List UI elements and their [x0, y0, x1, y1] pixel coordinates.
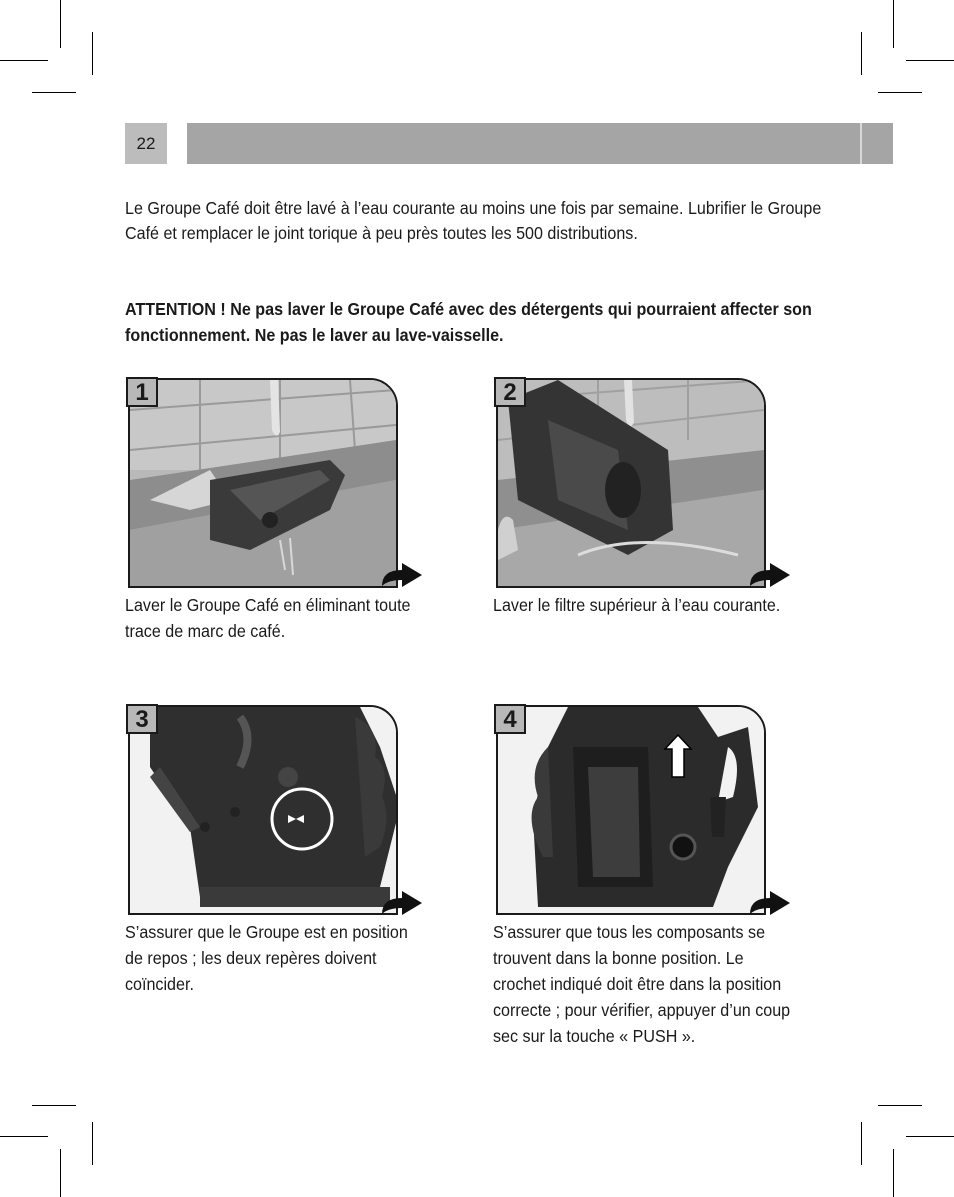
- crop-mark: [92, 1122, 93, 1165]
- crop-mark: [32, 92, 76, 93]
- intro-paragraph: Le Groupe Café doit être lavé à l’eau courante au moins une fois par semaine. Lubrifier le Groupe Café et remplacer le joint torique à peu près toutes les 500 distributions.: [125, 198, 822, 243]
- warning-paragraph: ATTENTION ! Ne pas laver le Groupe Café avec des détergents qui pourraient affecter son fonctionnement. Ne pas le laver au lave-vaisselle.: [125, 299, 812, 345]
- step-3-caption: S’assurer que le Groupe est en position de repos ; les deux repères doivent coïncider.: [125, 922, 408, 994]
- crop-mark: [0, 60, 48, 61]
- step-1-photo: [128, 378, 398, 588]
- crop-mark: [32, 1105, 76, 1106]
- step-4-photo: [496, 705, 766, 915]
- step-2-caption: Laver le filtre supérieur à l’eau courante.: [493, 595, 781, 615]
- step-number-badge: 1: [126, 377, 158, 407]
- step-3-photo: [128, 705, 398, 915]
- crop-mark: [92, 32, 93, 75]
- crop-mark: [906, 60, 954, 61]
- crop-mark: [861, 32, 862, 75]
- step-number-badge: 2: [494, 377, 526, 407]
- crop-mark: [861, 1122, 862, 1165]
- crop-mark: [0, 1136, 48, 1137]
- crop-mark: [60, 1149, 61, 1197]
- crop-mark: [60, 0, 61, 48]
- step-number-badge: 3: [126, 704, 158, 734]
- header-bar-divider: [860, 123, 862, 164]
- header-bar: [187, 123, 893, 164]
- crop-mark: [893, 0, 894, 48]
- next-arrow-icon: [380, 562, 424, 588]
- next-arrow-icon: [748, 562, 792, 588]
- crop-mark: [878, 1105, 922, 1106]
- next-arrow-icon: [748, 890, 792, 916]
- crop-mark: [893, 1149, 894, 1197]
- crop-mark: [878, 92, 922, 93]
- step-2-photo: [496, 378, 766, 588]
- step-1-caption: Laver le Groupe Café en éliminant toute trace de marc de café.: [125, 595, 411, 641]
- step-number-badge: 4: [494, 704, 526, 734]
- next-arrow-icon: [380, 890, 424, 916]
- crop-mark: [906, 1136, 954, 1137]
- page-number: 22: [125, 123, 167, 164]
- step-4-caption: S’assurer que tous les composants se trouvent dans la bonne position. Le crochet indiqué doit être dans la position correcte ; pour vérifier, appuyer d’un coup sec sur la touche « PUSH ».: [493, 922, 791, 1046]
